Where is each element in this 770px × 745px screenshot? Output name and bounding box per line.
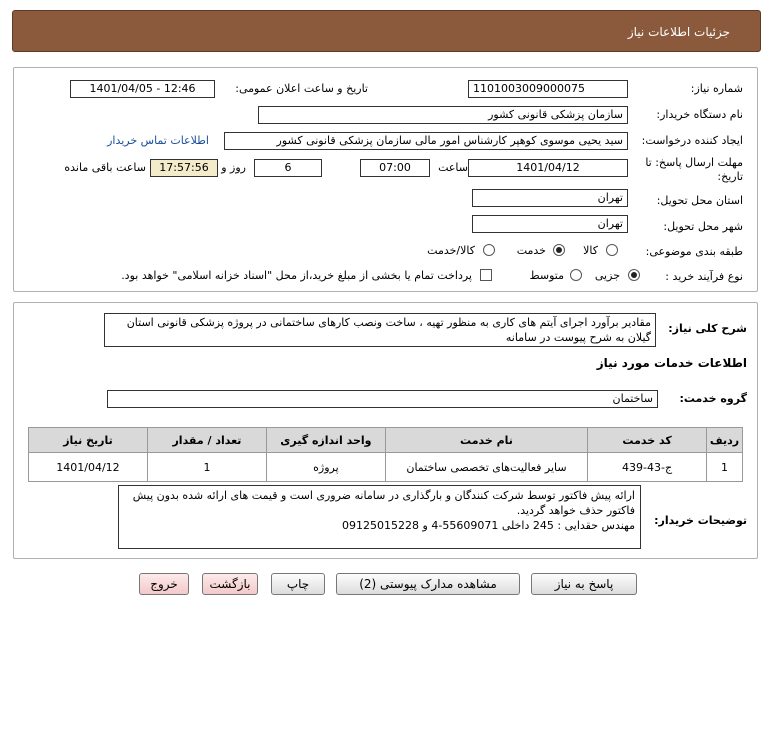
buyer-notes-line1: ارائه پیش فاکتور توسط شرکت کنندگان و بارگذاری در سامانه ضروری است و قیمت های ارائه شده بدون پیش فاکتور حذف خواهد گردید. (132, 489, 635, 517)
requester-label: ایجاد کننده درخواست: (641, 134, 743, 147)
buyer-org-label: نام دستگاه خریدار: (656, 108, 743, 121)
province-field: تهران (472, 189, 628, 207)
payment-note: پرداخت تمام یا بخشی از مبلغ خرید،از محل "اسناد خزانه اسلامی" خواهد بود. (121, 269, 472, 282)
table-row (29, 453, 743, 482)
deadline-label: مهلت ارسال پاسخ: تا تاریخ: (645, 156, 743, 183)
need-number-field: 1101003009000075 (468, 80, 628, 98)
category-label: طبقه بندی موضوعی: (645, 245, 743, 258)
category-option-goods-service: کالا/خدمت (427, 244, 475, 257)
process-option-minor: جزیی (594, 269, 620, 282)
page-title: جزئیات اطلاعات نیاز (627, 25, 730, 39)
col-header-code: کد خدمت (588, 428, 707, 453)
service-group-field: ساختمان (107, 390, 658, 408)
process-radio-minor[interactable] (628, 269, 640, 281)
time-label: ساعت (438, 161, 468, 174)
cell-name: سایر فعالیت‌های تخصصی ساختمان (385, 453, 587, 482)
cell-unit: پروژه (266, 453, 385, 482)
cell-row-num: 1 (707, 453, 743, 482)
col-header-name: نام خدمت (385, 428, 587, 453)
treasury-payment-checkbox[interactable] (480, 269, 492, 281)
city-label: شهر محل تحویل: (663, 220, 743, 233)
category-option-service: خدمت (516, 244, 546, 257)
service-group-label: گروه خدمت: (679, 392, 747, 405)
category-radio-service[interactable] (553, 244, 565, 256)
col-header-unit: واحد اندازه گیری (266, 428, 385, 453)
days-label: روز و (221, 161, 246, 174)
process-option-medium: متوسط (529, 269, 564, 282)
days-field: 6 (254, 159, 322, 177)
print-button[interactable]: چاپ (271, 573, 325, 595)
page-header (12, 10, 761, 52)
description-label: شرح کلی نیاز: (668, 322, 747, 335)
table-header-row (29, 428, 743, 453)
services-table (28, 427, 743, 482)
attachments-button[interactable]: مشاهده مدارک پیوستی (2) (336, 573, 520, 595)
process-radio-medium[interactable] (570, 269, 582, 281)
cell-date: 1401/04/12 (29, 453, 148, 482)
cell-code: ج-43-439 (588, 453, 707, 482)
col-header-quantity: تعداد / مقدار (147, 428, 266, 453)
category-radio-goods[interactable] (606, 244, 618, 256)
cell-quantity: 1 (147, 453, 266, 482)
deadline-date-field: 1401/04/12 (468, 159, 628, 177)
announce-label: تاریخ و ساعت اعلان عمومی: (235, 82, 368, 95)
reply-button[interactable]: پاسخ به نیاز (531, 573, 637, 595)
buyer-contact-link[interactable]: اطلاعات تماس خریدار (107, 134, 209, 147)
category-option-goods: کالا (583, 244, 598, 257)
buyer-notes-box (118, 485, 641, 549)
province-label: استان محل تحویل: (656, 194, 743, 207)
buyer-notes-label: توضیحات خریدار: (654, 514, 747, 527)
exit-button[interactable]: خروج (139, 573, 189, 595)
buyer-notes-line2: مهندس حقدایی : 245 داخلی 55609071-4 و 09125015228 (342, 519, 635, 532)
announce-field: 1401/04/05 - 12:46 (70, 80, 215, 98)
buyer-org-field: سازمان پزشکی قانونی کشور (258, 106, 628, 124)
process-label: نوع فرآیند خرید : (665, 270, 743, 283)
need-number-label: شماره نیاز: (690, 82, 743, 95)
remaining-time-field: 17:57:56 (150, 159, 218, 177)
back-button[interactable]: بازگشت (202, 573, 258, 595)
description-text: مقادیر برآورد اجرای آیتم های کاری به منظور تهیه ، ساخت ونصب کارهای ساختمانی در پروژه پزشکی قانونی استان گیلان به شرح پیوست در سامانه (104, 313, 656, 347)
category-radio-goods-service[interactable] (483, 244, 495, 256)
col-header-date: تاریخ نیاز (29, 428, 148, 453)
requester-field: سید یحیی موسوی کوهپر کارشناس امور مالی سازمان پزشکی قانونی کشور (224, 132, 628, 150)
col-header-row-num: ردیف (707, 428, 743, 453)
remaining-label: ساعت باقی مانده (64, 161, 146, 174)
deadline-time-field: 07:00 (360, 159, 430, 177)
services-title: اطلاعات خدمات مورد نیاز (596, 356, 747, 370)
city-field: تهران (472, 215, 628, 233)
